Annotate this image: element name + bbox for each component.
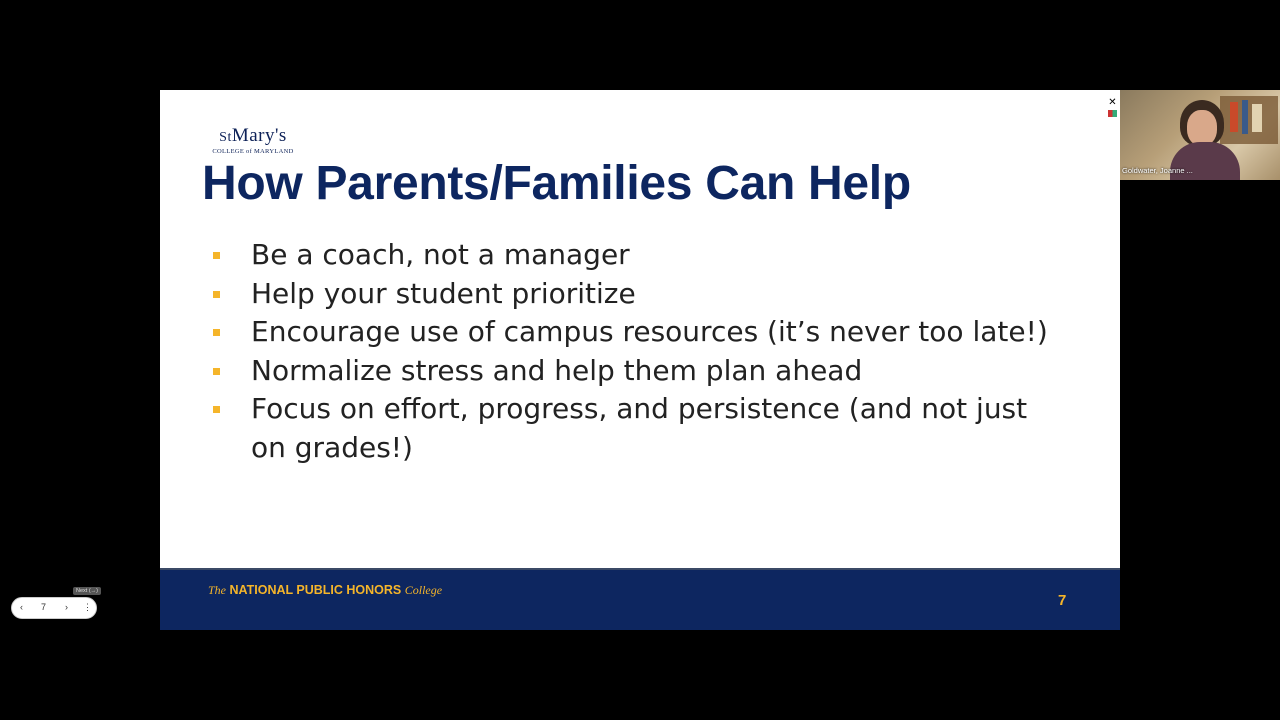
college-logo [207,126,299,156]
slide-number-indicator[interactable]: 7 [41,602,47,612]
more-icon[interactable]: ⋮ [83,602,92,612]
bullet-marker-icon [213,329,220,336]
bullet-item: Encourage use of campus resources (it’s never too late!) [210,313,1070,352]
participant-video-tile[interactable] [1120,90,1280,180]
next-tooltip: Next (→) [73,587,101,595]
bullet-item: Be a coach, not a manager [210,236,1070,275]
participant-name: Goldwater, Joanne ... [1122,166,1193,175]
bullet-item: Focus on effort, progress, and persistence (and not just on grades!) [210,390,1070,467]
bullet-item: Normalize stress and help them plan ahead [210,352,1070,391]
logo-wordmark: StMary's [219,125,287,146]
bullet-marker-icon [213,252,220,259]
bullet-item: Help your student prioritize [210,275,1070,314]
background-shelf [1220,96,1278,144]
slide-navigation-control [11,597,97,619]
slide-page-number: 7 [1058,592,1067,609]
bullet-marker-icon [213,368,220,375]
bullet-marker-icon [213,291,220,298]
video-tile-controls [1107,97,1119,117]
next-arrow-icon[interactable]: › [65,602,68,612]
prev-arrow-icon[interactable]: ‹ [20,602,23,612]
slide-footer [160,568,1120,630]
logo-subtitle: COLLEGE of MARYLAND [212,148,294,155]
bullet-list [210,236,1070,467]
bullet-marker-icon [213,406,220,413]
slide-title: How Parents/Families Can Help [202,157,911,210]
flag-icon [1108,110,1117,117]
close-icon[interactable]: ✕ [1108,97,1117,108]
presentation-slide [160,90,1120,630]
footer-tagline: The NATIONAL PUBLIC HONORS College [208,583,443,597]
